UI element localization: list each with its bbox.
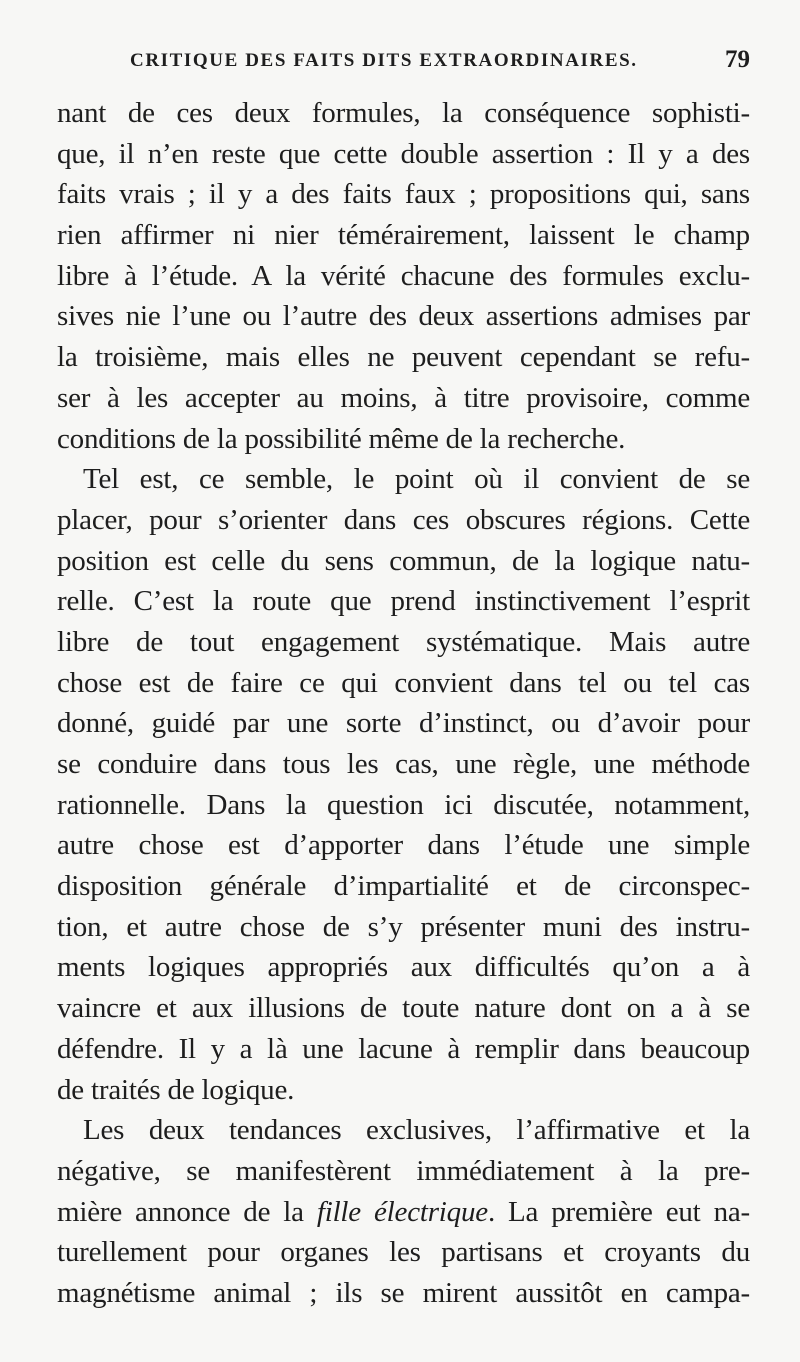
text-line-with-italic bbox=[57, 1192, 750, 1233]
page-number: 79 bbox=[725, 46, 750, 73]
body-text bbox=[57, 93, 750, 1314]
text-segment: . La première eut na- bbox=[487, 1195, 750, 1228]
text-line: de traités de logique. bbox=[57, 1073, 295, 1106]
text-line: autre chose est d’apporter dans l’étude une simple bbox=[57, 829, 750, 862]
text-line: ser à les accepter au moins, à titre provisoire, comme bbox=[57, 381, 750, 414]
text-line: turellement pour organes les partisans et croyants du bbox=[57, 1236, 750, 1269]
text-line: libre à l’étude. A la vérité chacune des formules exclu- bbox=[57, 259, 750, 292]
paragraph-2 bbox=[57, 459, 750, 1110]
text-line: conditions de la possibilité même de la recherche. bbox=[57, 422, 626, 455]
text-line: que, il n’en reste que cette double assertion : Il y a des bbox=[57, 137, 750, 170]
text-line: rationnelle. Dans la question ici discutée, notamment, bbox=[57, 788, 750, 821]
text-line: placer, pour s’orienter dans ces obscures régions. Cette bbox=[57, 503, 750, 536]
text-line: défendre. Il y a là une lacune à remplir dans beaucoup bbox=[57, 1032, 750, 1065]
text-line: nant de ces deux formules, la conséquence sophisti- bbox=[57, 97, 750, 129]
text-line: disposition générale d’impartialité et de circonspec- bbox=[57, 870, 750, 903]
text-line: chose est de faire ce qui convient dans tel ou tel cas bbox=[57, 666, 750, 699]
text-line: relle. C’est la route que prend instinctivement l’esprit bbox=[57, 585, 750, 618]
text-line: négative, se manifestèrent immédiatement à la pre- bbox=[57, 1154, 750, 1187]
italic-phrase: fille électrique bbox=[316, 1195, 488, 1228]
text-line: vaincre et aux illusions de toute nature dont on a à se bbox=[57, 992, 750, 1025]
paragraph-1 bbox=[57, 93, 750, 459]
text-line: donné, guidé par une sorte d’instinct, ou d’avoir pour bbox=[57, 707, 750, 740]
text-line: tion, et autre chose de s’y présenter muni des instru- bbox=[57, 910, 750, 943]
text-line: magnétisme animal ; ils se mirent aussitôt en campa- bbox=[57, 1276, 750, 1309]
text-line: ments logiques appropriés aux difficultés qu’on a à bbox=[57, 951, 750, 984]
text-line: Les deux tendances exclusives, l’affirmative et la bbox=[83, 1114, 750, 1147]
text-segment: mière annonce de la bbox=[57, 1195, 317, 1228]
text-line: la troisième, mais elles ne peuvent cependant se refu- bbox=[57, 341, 750, 374]
running-title: CRITIQUE DES FAITS DITS EXTRAORDINAIRES. bbox=[130, 50, 638, 71]
text-line: faits vrais ; il y a des faits faux ; propositions qui, sans bbox=[57, 178, 750, 211]
running-head bbox=[60, 46, 750, 82]
text-line: Tel est, ce semble, le point où il convient de se bbox=[83, 463, 750, 496]
text-line: position est celle du sens commun, de la logique natu- bbox=[57, 544, 750, 577]
paragraph-3 bbox=[57, 1110, 750, 1313]
text-line: se conduire dans tous les cas, une règle, une méthode bbox=[57, 748, 750, 780]
text-line: libre de tout engagement systématique. Mais autre bbox=[57, 625, 750, 658]
text-line: rien affirmer ni nier témérairement, laissent le champ bbox=[57, 219, 750, 252]
text-line: sives nie l’une ou l’autre des deux assertions admises par bbox=[57, 300, 750, 333]
